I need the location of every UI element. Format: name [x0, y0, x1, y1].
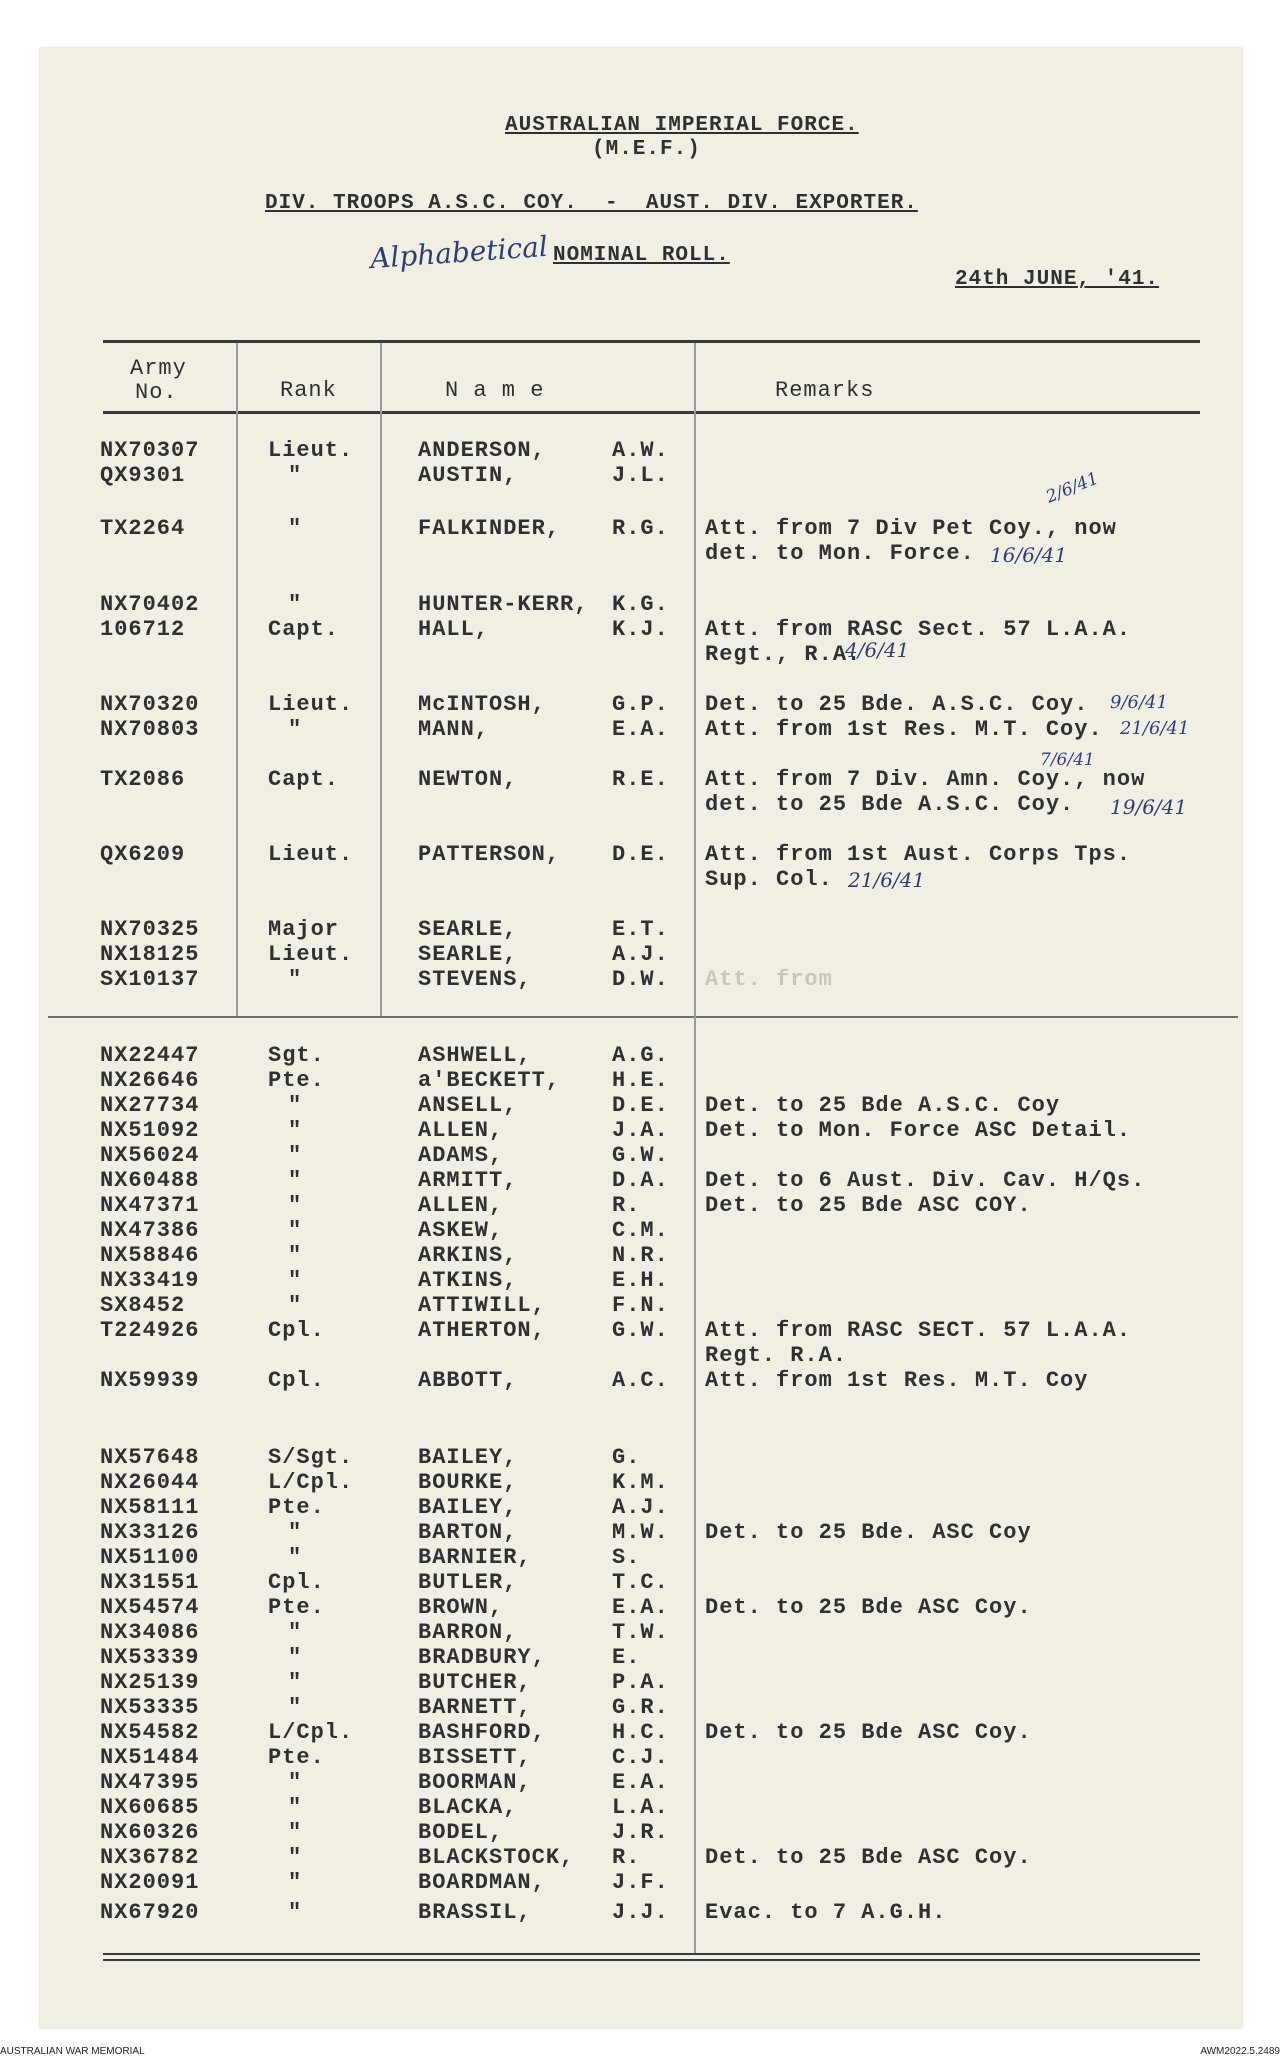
army-number: NX70307 [100, 438, 200, 463]
surname: BARNIER, [418, 1545, 532, 1570]
initials: K.G. [612, 592, 669, 617]
rank: " [288, 1645, 303, 1670]
initials: E. [612, 1645, 641, 1670]
army-number: NX20091 [100, 1870, 200, 1895]
army-number: NX25139 [100, 1670, 200, 1695]
remarks: Det. to 25 Bde ASC COY. [705, 1193, 1032, 1218]
remarks: Det. to 25 Bde ASC Coy. [705, 1845, 1032, 1870]
rank: L/Cpl. [268, 1720, 354, 1745]
surname: BARTON, [418, 1520, 518, 1545]
rank: " [288, 1293, 303, 1318]
army-number: NX51100 [100, 1545, 200, 1570]
document-date: 24th JUNE, '41. [955, 268, 1160, 291]
rank: S/Sgt. [268, 1445, 354, 1470]
army-number: NX31551 [100, 1570, 200, 1595]
army-number: NX60488 [100, 1168, 200, 1193]
remarks: Att. from RASC Sect. 57 L.A.A. [705, 617, 1132, 642]
rank: " [288, 1243, 303, 1268]
surname: BARNETT, [418, 1695, 532, 1720]
rank: Lieut. [268, 842, 354, 867]
rank: " [288, 1143, 303, 1168]
army-number: NX70402 [100, 592, 200, 617]
footer-left: AUSTRALIAN WAR MEMORIAL [0, 2046, 145, 2057]
rank: " [288, 1795, 303, 1820]
handwritten-date: 2/6/41 [1043, 468, 1102, 508]
rank: " [288, 1118, 303, 1143]
remarks: Att. from 1st Res. M.T. Coy. [705, 717, 1103, 742]
surname: SEARLE, [418, 942, 518, 967]
handwritten-date: 16/6/41 [990, 543, 1068, 567]
surname: BUTCHER, [418, 1670, 532, 1695]
handwritten-date: 21/6/41 [848, 868, 926, 892]
remarks: Att. from [705, 967, 833, 992]
unit-heading: DIV. TROOPS A.S.C. COY. - AUST. DIV. EXPORTER. [265, 192, 918, 215]
rank: " [288, 717, 303, 742]
army-number: NX54574 [100, 1595, 200, 1620]
handwritten-date: 21/6/41 [1120, 718, 1190, 739]
surname: ANDERSON, [418, 438, 546, 463]
surname: ARMITT, [418, 1168, 518, 1193]
initials: G. [612, 1445, 641, 1470]
initials: H.E. [612, 1068, 669, 1093]
surname: BLACKSTOCK, [418, 1845, 575, 1870]
initials: A.J. [612, 942, 669, 967]
rank: " [288, 1193, 303, 1218]
initials: P.A. [612, 1670, 669, 1695]
initials: D.W. [612, 967, 669, 992]
army-number: T224926 [100, 1318, 200, 1343]
initials: K.M. [612, 1470, 669, 1495]
surname: STEVENS, [418, 967, 532, 992]
surname: BOARDMAN, [418, 1870, 546, 1895]
remarks: Evac. to 7 A.G.H. [705, 1900, 947, 1925]
rank: L/Cpl. [268, 1470, 354, 1495]
handwritten-date: 9/6/41 [1110, 692, 1168, 713]
remarks: det. to Mon. Force. [705, 541, 975, 566]
initials: T.W. [612, 1620, 669, 1645]
rank: " [288, 1545, 303, 1570]
rank: " [288, 1870, 303, 1895]
rank: Pte. [268, 1595, 325, 1620]
rank: " [288, 1670, 303, 1695]
army-number: NX58111 [100, 1495, 200, 1520]
rank: Lieut. [268, 942, 354, 967]
surname: a'BECKETT, [418, 1068, 561, 1093]
remarks: Det. to 25 Bde ASC Coy. [705, 1595, 1032, 1620]
remarks: Regt., R.A. [705, 642, 862, 667]
column-divider-2 [380, 343, 382, 1016]
remarks: Det. to 25 Bde A.S.C. Coy [705, 1093, 1061, 1118]
army-number: NX34086 [100, 1620, 200, 1645]
remarks: Det. to 25 Bde ASC Coy. [705, 1720, 1032, 1745]
initials: E.A. [612, 1595, 669, 1620]
handwritten-alphabetical: Alphabetical [369, 229, 549, 276]
column-header-remarks: Remarks [775, 378, 875, 403]
surname: ADAMS, [418, 1143, 504, 1168]
rank: " [288, 516, 303, 541]
initials: J.J. [612, 1900, 669, 1925]
footer-right: AWM2022.5.2489 [1200, 2046, 1280, 2057]
surname: PATTERSON, [418, 842, 561, 867]
column-header-name: N a m e [445, 378, 545, 403]
army-number: NX47371 [100, 1193, 200, 1218]
rank: Capt. [268, 617, 340, 642]
initials: E.T. [612, 917, 669, 942]
surname: ATKINS, [418, 1268, 518, 1293]
remarks: Att. from 7 Div Pet Coy., now [705, 516, 1117, 541]
remarks: Att. from 1st Aust. Corps Tps. [705, 842, 1132, 867]
remarks: Sup. Col. [705, 867, 833, 892]
surname: BLACKA, [418, 1795, 518, 1820]
initials: A.W. [612, 438, 669, 463]
surname: ALLEN, [418, 1118, 504, 1143]
surname: NEWTON, [418, 767, 518, 792]
surname: ARKINS, [418, 1243, 518, 1268]
rank: " [288, 1820, 303, 1845]
surname: BROWN, [418, 1595, 504, 1620]
army-number: NX70803 [100, 717, 200, 742]
rank: " [288, 1900, 303, 1925]
initials: E.A. [612, 1770, 669, 1795]
remarks: Det. to 25 Bde. A.S.C. Coy. [705, 692, 1089, 717]
rank: Cpl. [268, 1368, 325, 1393]
army-number: NX67920 [100, 1900, 200, 1925]
army-number: NX33126 [100, 1520, 200, 1545]
surname: BARRON, [418, 1620, 518, 1645]
table-top-rule [103, 340, 1200, 343]
column-header-army-no-2: No. [135, 380, 178, 405]
initials: F.N. [612, 1293, 669, 1318]
column-header-rank: Rank [280, 378, 337, 403]
army-number: NX47386 [100, 1218, 200, 1243]
initials: H.C. [612, 1720, 669, 1745]
surname: ATTIWILL, [418, 1293, 546, 1318]
initials: E.A. [612, 717, 669, 742]
remarks: Det. to Mon. Force ASC Detail. [705, 1118, 1132, 1143]
army-number: NX54582 [100, 1720, 200, 1745]
remarks: Att. from RASC SECT. 57 L.A.A. [705, 1318, 1132, 1343]
initials: R.E. [612, 767, 669, 792]
surname: BRASSIL, [418, 1900, 532, 1925]
rank: Pte. [268, 1745, 325, 1770]
surname: BOORMAN, [418, 1770, 532, 1795]
army-number: NX53339 [100, 1645, 200, 1670]
army-number: TX2264 [100, 516, 186, 541]
header-bottom-rule [103, 411, 1200, 414]
army-number: NX57648 [100, 1445, 200, 1470]
rank: Cpl. [268, 1570, 325, 1595]
rank: Pte. [268, 1068, 325, 1093]
initials: L.A. [612, 1795, 669, 1820]
initials: G.W. [612, 1143, 669, 1168]
initials: G.W. [612, 1318, 669, 1343]
army-number: QX6209 [100, 842, 186, 867]
table-bottom-rule-2 [103, 1959, 1200, 1961]
army-number: NX70325 [100, 917, 200, 942]
surname: BAILEY, [418, 1445, 518, 1470]
initials: D.E. [612, 1093, 669, 1118]
document-title: AUSTRALIAN IMPERIAL FORCE. [505, 114, 859, 137]
rank: " [288, 1268, 303, 1293]
initials: D.A. [612, 1168, 669, 1193]
column-divider-1 [236, 343, 238, 1016]
army-number: NX22447 [100, 1043, 200, 1068]
initials: C.J. [612, 1745, 669, 1770]
initials: R.G. [612, 516, 669, 541]
rank: " [288, 1845, 303, 1870]
initials: A.C. [612, 1368, 669, 1393]
rank: Major [268, 917, 340, 942]
surname: ALLEN, [418, 1193, 504, 1218]
remarks: Regt. R.A. [705, 1343, 848, 1368]
initials: R. [612, 1845, 641, 1870]
initials: A.J. [612, 1495, 669, 1520]
army-number: NX36782 [100, 1845, 200, 1870]
rank: " [288, 1770, 303, 1795]
remarks: Det. to 25 Bde. ASC Coy [705, 1520, 1032, 1545]
army-number: NX60685 [100, 1795, 200, 1820]
rank: " [288, 1520, 303, 1545]
army-number: NX53335 [100, 1695, 200, 1720]
army-number: SX10137 [100, 967, 200, 992]
surname: ATHERTON, [418, 1318, 546, 1343]
surname: SEARLE, [418, 917, 518, 942]
rank: Lieut. [268, 692, 354, 717]
rank: Sgt. [268, 1043, 325, 1068]
roll-title: NOMINAL ROLL. [553, 244, 730, 267]
rank: " [288, 1218, 303, 1243]
rank: Pte. [268, 1495, 325, 1520]
surname: ABBOTT, [418, 1368, 518, 1393]
initials: E.H. [612, 1268, 669, 1293]
army-number: SX8452 [100, 1293, 186, 1318]
initials: G.P. [612, 692, 669, 717]
rank: " [288, 592, 303, 617]
army-number: QX9301 [100, 463, 186, 488]
surname: BISSETT, [418, 1745, 532, 1770]
document-subtitle: (M.E.F.) [592, 138, 701, 161]
army-number: NX18125 [100, 942, 200, 967]
army-number: NX33419 [100, 1268, 200, 1293]
surname: BAILEY, [418, 1495, 518, 1520]
remarks: Att. from 7 Div. Amn. Coy., now [705, 767, 1146, 792]
handwritten-date: 7/6/41 [1040, 750, 1095, 770]
rank: " [288, 1093, 303, 1118]
surname: BODEL, [418, 1820, 504, 1845]
surname: BOURKE, [418, 1470, 518, 1495]
initials: T.C. [612, 1570, 669, 1595]
remarks: Att. from 1st Res. M.T. Coy [705, 1368, 1089, 1393]
army-number: NX51484 [100, 1745, 200, 1770]
army-number: NX58846 [100, 1243, 200, 1268]
initials: K.J. [612, 617, 669, 642]
section-divider-rule [48, 1016, 1238, 1018]
initials: C.M. [612, 1218, 669, 1243]
rank: " [288, 967, 303, 992]
handwritten-date: 19/6/41 [1110, 795, 1188, 819]
surname: HUNTER-KERR, [418, 592, 589, 617]
army-number: NX70320 [100, 692, 200, 717]
rank: " [288, 1168, 303, 1193]
handwritten-date: 4/6/41 [845, 638, 910, 662]
surname: MANN, [418, 717, 490, 742]
initials: J.A. [612, 1118, 669, 1143]
surname: AUSTIN, [418, 463, 518, 488]
rank: Lieut. [268, 438, 354, 463]
surname: ASKEW, [418, 1218, 504, 1243]
surname: BRADBURY, [418, 1645, 546, 1670]
army-number: 106712 [100, 617, 186, 642]
initials: N.R. [612, 1243, 669, 1268]
table-bottom-rule-1 [103, 1953, 1200, 1955]
remarks: det. to 25 Bde A.S.C. Coy. [705, 792, 1075, 817]
surname: ANSELL, [418, 1093, 518, 1118]
army-number: NX26646 [100, 1068, 200, 1093]
initials: M.W. [612, 1520, 669, 1545]
remarks: Det. to 6 Aust. Div. Cav. H/Qs. [705, 1168, 1146, 1193]
surname: HALL, [418, 617, 490, 642]
column-header-army-no: Army [130, 356, 187, 381]
rank: " [288, 1620, 303, 1645]
initials: A.G. [612, 1043, 669, 1068]
initials: J.R. [612, 1820, 669, 1845]
army-number: NX26044 [100, 1470, 200, 1495]
initials: G.R. [612, 1695, 669, 1720]
army-number: NX56024 [100, 1143, 200, 1168]
initials: S. [612, 1545, 641, 1570]
rank: " [288, 463, 303, 488]
surname: ASHWELL, [418, 1043, 532, 1068]
army-number: NX51092 [100, 1118, 200, 1143]
rank: " [288, 1695, 303, 1720]
initials: J.F. [612, 1870, 669, 1895]
rank: Cpl. [268, 1318, 325, 1343]
column-divider-3 [694, 343, 696, 1953]
army-number: TX2086 [100, 767, 186, 792]
surname: BASHFORD, [418, 1720, 546, 1745]
army-number: NX60326 [100, 1820, 200, 1845]
surname: BUTLER, [418, 1570, 518, 1595]
army-number: NX59939 [100, 1368, 200, 1393]
army-number: NX47395 [100, 1770, 200, 1795]
initials: D.E. [612, 842, 669, 867]
initials: R. [612, 1193, 641, 1218]
rank: Capt. [268, 767, 340, 792]
army-number: NX27734 [100, 1093, 200, 1118]
initials: J.L. [612, 463, 669, 488]
surname: McINTOSH, [418, 692, 546, 717]
surname: FALKINDER, [418, 516, 561, 541]
